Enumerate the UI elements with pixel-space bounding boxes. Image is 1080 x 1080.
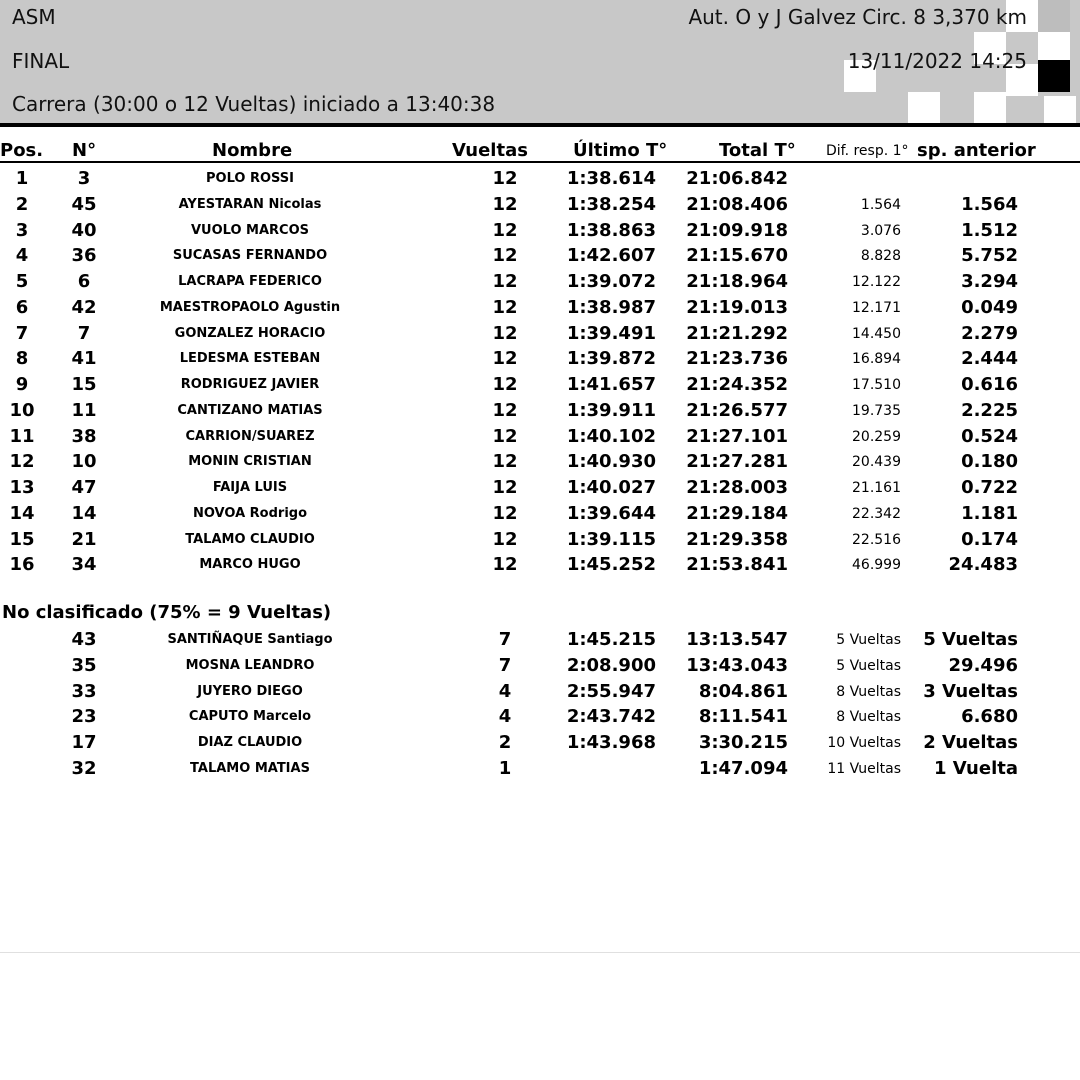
last-lap-time-cell: 1:39.644 <box>566 502 656 524</box>
total-time-cell: 21:15.670 <box>686 245 788 267</box>
gap-to-previous-cell: 24.483 <box>948 554 1018 576</box>
col-header-last: Último T° <box>573 140 668 161</box>
table-row <box>0 501 1080 527</box>
laps-cell: 12 <box>492 296 518 318</box>
table-row <box>0 653 1080 679</box>
total-time-cell: 13:43.043 <box>686 654 788 676</box>
org-label: ASM <box>12 5 56 29</box>
table-row <box>0 218 1080 244</box>
gap-to-previous-cell: 0.524 <box>961 425 1018 447</box>
gap-to-first-cell: 8.828 <box>860 248 901 265</box>
driver-name-cell: RODRIGUEZ JAVIER <box>180 377 320 392</box>
driver-name-cell: TALAMO MATIAS <box>190 760 310 776</box>
laps-cell: 12 <box>492 219 518 241</box>
table-row <box>0 552 1080 578</box>
table-row <box>0 398 1080 424</box>
laps-cell: 12 <box>492 554 518 576</box>
driver-name-cell: CANTIZANO MATIAS <box>177 402 323 418</box>
race-info: Carrera (30:00 o 12 Vueltas) iniciado a 13:40:38 <box>12 92 496 116</box>
last-lap-time-cell: 1:45.252 <box>566 554 656 576</box>
car-number-cell: 38 <box>71 425 97 447</box>
total-time-cell: 8:11.541 <box>698 706 788 728</box>
gap-to-previous-cell: 1.512 <box>961 219 1018 241</box>
car-number-cell: 45 <box>71 193 97 215</box>
car-number-cell: 17 <box>71 732 97 753</box>
table-row <box>0 704 1080 730</box>
position-cell: 5 <box>15 271 29 292</box>
gap-to-previous-cell: 1.181 <box>961 502 1018 524</box>
gap-to-previous-cell: 0.616 <box>961 374 1018 395</box>
total-time-cell: 3:30.215 <box>698 732 788 753</box>
gap-to-previous-cell: 3 Vueltas <box>923 680 1018 702</box>
last-lap-time-cell: 1:39.872 <box>566 348 656 370</box>
table-row <box>0 424 1080 450</box>
car-number-cell: 34 <box>71 554 97 576</box>
position-cell: 15 <box>9 528 35 550</box>
table-row <box>0 192 1080 218</box>
table-row <box>0 627 1080 653</box>
car-number-cell: 3 <box>77 168 91 189</box>
laps-cell: 12 <box>492 168 518 189</box>
gap-to-previous-cell: 1.564 <box>961 193 1018 215</box>
last-lap-time-cell: 1:45.215 <box>566 629 656 650</box>
car-number-cell: 35 <box>71 654 97 676</box>
last-lap-time-cell: 1:42.607 <box>566 245 656 267</box>
gap-to-first-cell: 20.439 <box>852 454 901 471</box>
last-lap-time-cell: 1:40.027 <box>566 477 656 498</box>
position-cell: 8 <box>15 348 29 370</box>
laps-cell: 12 <box>492 322 518 344</box>
total-time-cell: 21:53.841 <box>686 554 788 576</box>
position-cell: 10 <box>9 399 35 421</box>
total-time-cell: 13:13.547 <box>686 629 788 650</box>
gap-to-first-cell: 46.999 <box>852 557 901 574</box>
total-time-cell: 21:06.842 <box>686 168 788 189</box>
last-lap-time-cell: 1:38.254 <box>566 193 656 215</box>
laps-cell: 12 <box>492 374 518 395</box>
gap-to-previous-cell: 1 Vuelta <box>933 757 1018 779</box>
total-time-cell: 21:26.577 <box>686 399 788 421</box>
gap-to-first-cell: 5 Vueltas <box>836 657 901 674</box>
col-header-name: Nombre <box>212 140 293 161</box>
position-cell: 11 <box>9 425 35 447</box>
gap-to-previous-cell: 2 Vueltas <box>923 732 1018 753</box>
position-cell: 14 <box>9 502 35 524</box>
car-number-cell: 6 <box>77 271 91 292</box>
gap-to-first-cell: 14.450 <box>852 325 901 342</box>
last-lap-time-cell: 2:08.900 <box>566 654 656 676</box>
total-time-cell: 21:18.964 <box>686 271 788 292</box>
driver-name-cell: LACRAPA FEDERICO <box>178 274 322 289</box>
table-row <box>0 372 1080 398</box>
gap-to-first-cell: 17.510 <box>852 377 901 393</box>
position-cell: 12 <box>9 451 35 473</box>
position-cell: 7 <box>15 322 29 344</box>
table-row <box>0 449 1080 475</box>
col-header-num: N° <box>72 140 97 161</box>
laps-cell: 12 <box>492 271 518 292</box>
table-row <box>0 243 1080 269</box>
laps-cell: 4 <box>498 706 512 728</box>
gap-to-first-cell: 3.076 <box>860 222 901 239</box>
driver-name-cell: MAESTROPAOLO Agustin <box>159 299 341 315</box>
total-time-cell: 21:21.292 <box>686 322 788 344</box>
table-row <box>0 166 1080 192</box>
laps-cell: 12 <box>492 193 518 215</box>
total-time-cell: 21:23.736 <box>686 348 788 370</box>
gap-to-previous-cell: 5.752 <box>961 245 1018 267</box>
last-lap-time-cell: 2:43.742 <box>566 706 656 728</box>
gap-to-previous-cell: 2.225 <box>961 399 1018 421</box>
laps-cell: 12 <box>492 477 518 498</box>
column-header-divider <box>0 161 1080 163</box>
car-number-cell: 7 <box>77 322 91 344</box>
last-lap-time-cell: 1:43.968 <box>566 732 656 753</box>
laps-cell: 12 <box>492 399 518 421</box>
last-lap-time-cell: 1:38.614 <box>566 168 656 189</box>
position-cell: 13 <box>9 477 35 498</box>
table-row <box>0 679 1080 705</box>
gap-to-previous-cell: 0.049 <box>961 296 1018 318</box>
gap-to-first-cell: 5 Vueltas <box>836 632 901 648</box>
total-time-cell: 21:09.918 <box>686 219 788 241</box>
gap-to-previous-cell: 2.444 <box>961 348 1018 370</box>
driver-name-cell: CARRION/SUAREZ <box>185 428 315 444</box>
gap-to-previous-cell: 29.496 <box>948 654 1018 676</box>
table-row <box>0 346 1080 372</box>
total-time-cell: 21:24.352 <box>686 374 788 395</box>
driver-name-cell: AYESTARAN Nicolas <box>178 196 322 212</box>
table-row <box>0 475 1080 501</box>
car-number-cell: 47 <box>71 477 97 498</box>
gap-to-previous-cell: 2.279 <box>961 322 1018 344</box>
car-number-cell: 41 <box>71 348 97 370</box>
laps-cell: 7 <box>498 654 512 676</box>
gap-to-previous-cell: 3.294 <box>961 271 1018 292</box>
table-row <box>0 321 1080 347</box>
laps-cell: 12 <box>492 425 518 447</box>
driver-name-cell: FAIJA LUIS <box>212 480 288 495</box>
car-number-cell: 43 <box>71 629 97 650</box>
total-time-cell: 21:28.003 <box>686 477 788 498</box>
last-lap-time-cell: 1:40.102 <box>566 425 656 447</box>
datetime-label: 13/11/2022 14:25 <box>847 49 1027 73</box>
laps-cell: 12 <box>492 502 518 524</box>
car-number-cell: 23 <box>71 706 97 728</box>
position-cell: 3 <box>15 219 29 241</box>
laps-cell: 7 <box>498 629 512 650</box>
car-number-cell: 10 <box>71 451 97 473</box>
gap-to-previous-cell: 0.180 <box>961 451 1018 473</box>
laps-cell: 12 <box>492 245 518 267</box>
driver-name-cell: VUOLO MARCOS <box>190 222 310 238</box>
car-number-cell: 36 <box>71 245 97 267</box>
driver-name-cell: MONIN CRISTIAN <box>188 454 312 470</box>
report-header <box>0 0 1080 124</box>
last-lap-time-cell: 2:55.947 <box>566 680 656 702</box>
driver-name-cell: DIAZ CLAUDIO <box>197 735 303 750</box>
gap-to-previous-cell: 0.174 <box>961 528 1018 550</box>
gap-to-first-cell: 22.516 <box>852 531 901 548</box>
gap-to-first-cell: 8 Vueltas <box>836 683 901 700</box>
car-number-cell: 15 <box>71 374 97 395</box>
driver-name-cell: TALAMO CLAUDIO <box>185 531 315 547</box>
position-cell: 9 <box>15 374 29 395</box>
col-header-dif-first: Dif. resp. 1° <box>826 143 909 159</box>
last-lap-time-cell: 1:39.491 <box>566 322 656 344</box>
driver-name-cell: GONZALEZ HORACIO <box>174 325 326 341</box>
driver-name-cell: SANTIÑAQUE Santiago <box>167 632 333 647</box>
car-number-cell: 42 <box>71 296 97 318</box>
total-time-cell: 1:47.094 <box>698 757 788 779</box>
table-row <box>0 730 1080 756</box>
gap-to-first-cell: 21.161 <box>852 480 901 496</box>
last-lap-time-cell: 1:38.863 <box>566 219 656 241</box>
page-divider <box>0 952 1080 953</box>
car-number-cell: 33 <box>71 680 97 702</box>
header-divider <box>0 123 1080 127</box>
table-row <box>0 527 1080 553</box>
total-time-cell: 8:04.861 <box>698 680 788 702</box>
gap-to-first-cell: 10 Vueltas <box>827 735 901 751</box>
total-time-cell: 21:27.281 <box>686 451 788 473</box>
car-number-cell: 21 <box>71 528 97 550</box>
last-lap-time-cell: 1:39.115 <box>566 528 656 550</box>
gap-to-first-cell: 1.564 <box>860 196 901 213</box>
last-lap-time-cell: 1:40.930 <box>566 451 656 473</box>
gap-to-first-cell: 16.894 <box>852 351 901 368</box>
position-cell: 16 <box>9 554 35 576</box>
table-row <box>0 295 1080 321</box>
laps-cell: 12 <box>492 528 518 550</box>
gap-to-previous-cell: 6.680 <box>961 706 1018 728</box>
car-number-cell: 11 <box>71 399 97 421</box>
last-lap-time-cell: 1:39.911 <box>566 399 656 421</box>
car-number-cell: 14 <box>71 502 97 524</box>
car-number-cell: 32 <box>71 757 97 779</box>
laps-cell: 4 <box>498 680 512 702</box>
laps-cell: 1 <box>498 757 512 779</box>
last-lap-time-cell: 1:38.987 <box>566 296 656 318</box>
total-time-cell: 21:08.406 <box>686 193 788 215</box>
laps-cell: 12 <box>492 348 518 370</box>
total-time-cell: 21:19.013 <box>686 296 788 318</box>
gap-to-first-cell: 20.259 <box>852 428 901 445</box>
gap-to-first-cell: 12.122 <box>852 274 901 290</box>
laps-cell: 2 <box>498 732 512 753</box>
table-row <box>0 269 1080 295</box>
gap-to-first-cell: 22.342 <box>852 505 901 522</box>
total-time-cell: 21:27.101 <box>686 425 788 447</box>
circuit-label: Aut. O y J Galvez Circ. 8 3,370 km <box>688 5 1027 29</box>
driver-name-cell: JUYERO DIEGO <box>197 683 303 699</box>
driver-name-cell: MOSNA LEANDRO <box>185 657 315 673</box>
driver-name-cell: POLO ROSSI <box>205 171 295 186</box>
car-number-cell: 40 <box>71 219 97 241</box>
total-time-cell: 21:29.184 <box>686 502 788 524</box>
not-classified-title: No clasificado (75% = 9 Vueltas) <box>2 602 332 623</box>
table-row <box>0 756 1080 782</box>
gap-to-first-cell: 19.735 <box>852 402 901 419</box>
driver-name-cell: LEDESMA ESTEBAN <box>179 351 321 367</box>
col-header-laps: Vueltas <box>452 140 528 161</box>
position-cell: 6 <box>15 296 29 318</box>
last-lap-time-cell: 1:41.657 <box>566 374 656 395</box>
position-cell: 4 <box>15 245 29 267</box>
gap-to-first-cell: 11 Vueltas <box>827 760 901 777</box>
gap-to-first-cell: 12.171 <box>852 299 901 316</box>
gap-to-previous-cell: 0.722 <box>961 477 1018 498</box>
driver-name-cell: NOVOA Rodrigo <box>192 505 308 521</box>
driver-name-cell: MARCO HUGO <box>199 557 301 573</box>
position-cell: 2 <box>15 193 29 215</box>
last-lap-time-cell: 1:39.072 <box>566 271 656 292</box>
driver-name-cell: CAPUTO Marcelo <box>188 709 312 725</box>
col-header-dif-prev: sp. anterior <box>917 140 1036 161</box>
gap-to-first-cell: 8 Vueltas <box>836 709 901 726</box>
position-cell: 1 <box>15 168 29 189</box>
driver-name-cell: SUCASAS FERNANDO <box>172 248 328 264</box>
col-header-total: Total T° <box>719 140 796 161</box>
total-time-cell: 21:29.358 <box>686 528 788 550</box>
laps-cell: 12 <box>492 451 518 473</box>
gap-to-previous-cell: 5 Vueltas <box>923 629 1018 650</box>
session-label: FINAL <box>12 49 70 73</box>
col-header-pos: Pos. <box>0 140 44 161</box>
